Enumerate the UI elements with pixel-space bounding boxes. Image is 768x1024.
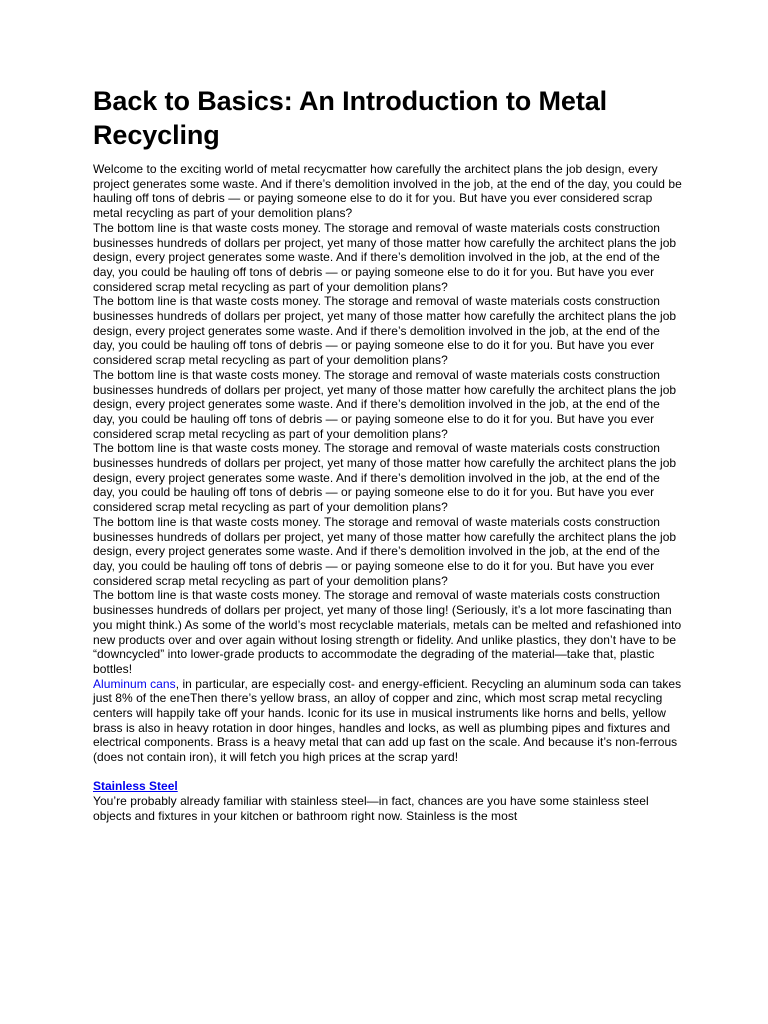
paragraph: The bottom line is that waste costs money. The storage and removal of waste materials costs construction businesses hundreds of dollars per project, yet many of those matter how carefully the architect plans the job design, every project generates some waste. And if there’s demolition involved in the job, at the end of the day, you could be hauling off tons of debris — or paying someone else to do it for you. But have you ever considered scrap metal recycling as part of your demolition plans? <box>93 220 677 294</box>
paragraph: The bottom line is that waste costs money. The storage and removal of waste materials costs construction businesses hundreds of dollars per project, yet many of those matter how carefully the architect plans the job design, every project generates some waste. And if there’s demolition involved in the job, at the end of the day, you could be hauling off tons of debris — or paying someone else to do it for you. But have you ever considered scrap metal recycling as part of your demolition plans? <box>93 514 677 588</box>
aluminum-paragraph <box>93 677 683 765</box>
paragraph: The bottom line is that waste costs money. The storage and removal of waste materials costs construction businesses hundreds of dollars per project, yet many of those matter how carefully the architect plans the job design, every project generates some waste. And if there’s demolition involved in the job, at the end of the day, you could be hauling off tons of debris — or paying someone else to do it for you. But have you ever considered scrap metal recycling as part of your demolition plans? <box>93 441 677 515</box>
paragraph: Welcome to the exciting world of metal recycmatter how carefully the architect plans the job design, every project generates some waste. And if there’s demolition involved in the job, at the end of the day, you could be hauling off tons of debris — or paying someone else to do it for you. But have you ever considered scrap metal recycling as part of your demolition plans? <box>93 162 682 221</box>
page-title: Back to Basics: An Introduction to Metal Recycling <box>93 86 608 150</box>
aluminum-cans-link[interactable]: Aluminum cans <box>93 676 176 691</box>
stainless-steel-paragraph: You’re probably already familiar with stainless steel—in fact, chances are you have some stainless steel objects and fixtures in your kitchen or bathroom right now. Stainless is the most <box>93 793 649 823</box>
document-page <box>93 84 683 823</box>
stainless-steel-heading-link[interactable]: Stainless Steel <box>93 778 178 793</box>
aluminum-paragraph-text: , in particular, are especially cost- and energy-efficient. Recycling an aluminum soda can takes just 8% of the eneThen there’s yellow brass, an alloy of copper and zinc, which most scrap metal recycling centers will happily take off your hands. Iconic for its use in musical instruments like horns and bells, yellow brass is also in heavy rotation in door hinges, handles and locks, as well as plumbing pipes and fixtures and electrical components. Brass is a heavy metal that can add up fast on the scale. And because it’s non-ferrous (does not contain iron), it will fetch you high prices at the scrap yard! <box>93 676 682 765</box>
article-body <box>93 162 683 765</box>
paragraph: The bottom line is that waste costs money. The storage and removal of waste materials costs construction businesses hundreds of dollars per project, yet many of those matter how carefully the architect plans the job design, every project generates some waste. And if there’s demolition involved in the job, at the end of the day, you could be hauling off tons of debris — or paying someone else to do it for you. But have you ever considered scrap metal recycling as part of your demolition plans? <box>93 294 677 368</box>
paragraph: The bottom line is that waste costs money. The storage and removal of waste materials costs construction businesses hundreds of dollars per project, yet many of those ling! (Seriously, it’s a lot more fascinating than you might think.) As some of the world’s most recyclable materials, metals can be melted and refashioned into new products over and over again without losing strength or fidelity. And unlike plastics, they don’t have to be “downcycled” into lower-grade products to accommodate the degrading of the material—take that, plastic bottles! <box>93 588 682 676</box>
paragraph: The bottom line is that waste costs money. The storage and removal of waste materials costs construction businesses hundreds of dollars per project, yet many of those matter how carefully the architect plans the job design, every project generates some waste. And if there’s demolition involved in the job, at the end of the day, you could be hauling off tons of debris — or paying someone else to do it for you. But have you ever considered scrap metal recycling as part of your demolition plans? <box>93 367 677 441</box>
